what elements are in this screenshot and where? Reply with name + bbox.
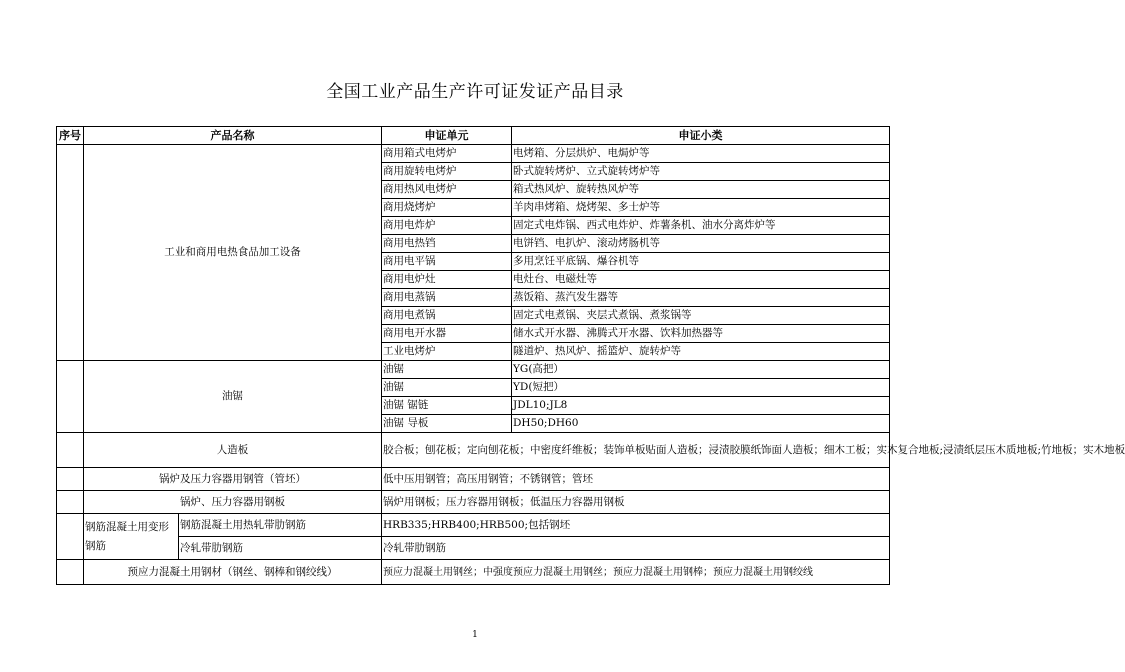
product-name: 工业和商用电热食品加工设备 — [84, 145, 382, 361]
header-product: 产品名称 — [84, 127, 382, 145]
subclass-cell: 卧式旋转烤炉、立式旋转烤炉等 — [512, 163, 890, 181]
unit-cell: 冷轧带肋钢筋 — [179, 537, 382, 560]
row-number — [57, 361, 84, 433]
unit-cell: 油锯 锯链 — [382, 397, 512, 415]
unit-cell: 商用电蒸锅 — [382, 289, 512, 307]
row-number — [57, 145, 84, 361]
unit-cell: 商用电平锅 — [382, 253, 512, 271]
subclass-cell: 电饼铛、电扒炉、滚动烤肠机等 — [512, 235, 890, 253]
subclass-cell: 锅炉用钢板；压力容器用钢板；低温压力容器用钢板 — [382, 491, 890, 514]
subclass-cell: YG(高把） — [512, 361, 890, 379]
row-number — [57, 514, 84, 560]
unit-cell: 商用烧烤炉 — [382, 199, 512, 217]
subclass-cell: 电灶台、电磁灶等 — [512, 271, 890, 289]
subclass-cell: 固定式电炸锅、西式电炸炉、炸薯条机、油水分离炸炉等 — [512, 217, 890, 235]
table-row — [57, 514, 890, 537]
row-number — [57, 491, 84, 514]
subclass-cell: 隧道炉、热风炉、摇篮炉、旋转炉等 — [512, 343, 890, 361]
row-number — [57, 468, 84, 491]
table-row — [57, 145, 890, 163]
unit-cell: 钢筋混凝土用热轧带肋钢筋 — [179, 514, 382, 537]
subclass-cell: 冷轧带肋钢筋 — [382, 537, 890, 560]
table-row — [57, 433, 890, 468]
subclass-cell: 羊肉串烤箱、烧烤架、多士炉等 — [512, 199, 890, 217]
subclass-cell: YD(短把） — [512, 379, 890, 397]
unit-cell: 商用电开水器 — [382, 325, 512, 343]
unit-cell: 油锯 — [382, 361, 512, 379]
product-name: 预应力混凝土用钢材（钢丝、钢棒和钢绞线） — [84, 560, 382, 585]
subclass-cell: 多用烹饪平底锅、爆谷机等 — [512, 253, 890, 271]
unit-cell: 商用电炉灶 — [382, 271, 512, 289]
unit-cell: 工业电烤炉 — [382, 343, 512, 361]
page-title: 全国工业产品生产许可证发证产品目录 — [326, 82, 624, 102]
subclass-cell: HRB335;HRB400;HRB500;包括钢坯 — [382, 514, 890, 537]
subclass-cell: 蒸饭箱、蒸汽发生器等 — [512, 289, 890, 307]
page-number: 1 — [472, 630, 478, 640]
subclass-cell: 低中压用钢管；高压用钢管；不锈钢管；管坯 — [382, 468, 890, 491]
subclass-cell: 胶合板；刨花板；定向刨花板；中密度纤维板；装饰单板贴面人造板；浸渍胶膜纸饰面人造板；细木工板；实木复合地板;浸渍纸层压木质地板;竹地板；实木地板 — [382, 433, 890, 468]
subclass-cell: JDL10;JL8 — [512, 397, 890, 415]
header-unit: 申证单元 — [382, 127, 512, 145]
header-subclass: 申证小类 — [512, 127, 890, 145]
table-row — [57, 560, 890, 585]
product-catalog-table — [56, 126, 1125, 585]
product-name: 锅炉、压力容器用钢板 — [84, 491, 382, 514]
row-number — [57, 433, 84, 468]
product-name: 锅炉及压力容器用钢管（管坯） — [84, 468, 382, 491]
unit-cell: 油锯 导板 — [382, 415, 512, 433]
unit-cell: 商用电煮锅 — [382, 307, 512, 325]
unit-cell: 商用电热铛 — [382, 235, 512, 253]
subclass-cell: 储水式开水器、沸腾式开水器、饮料加热器等 — [512, 325, 890, 343]
unit-cell: 商用热风电烤炉 — [382, 181, 512, 199]
header-no: 序号 — [57, 127, 84, 145]
unit-cell: 商用电炸炉 — [382, 217, 512, 235]
product-name: 钢筋混凝土用变形钢筋 — [84, 514, 179, 560]
table-row — [57, 491, 890, 514]
unit-cell: 商用箱式电烤炉 — [382, 145, 512, 163]
unit-cell: 油锯 — [382, 379, 512, 397]
product-name: 油锯 — [84, 361, 382, 433]
subclass-cell: 固定式电煮锅、夹层式煮锅、煮浆锅等 — [512, 307, 890, 325]
table-row — [57, 468, 890, 491]
unit-cell: 商用旋转电烤炉 — [382, 163, 512, 181]
subclass-cell: 预应力混凝土用钢丝；中强度预应力混凝土用钢丝；预应力混凝土用钢棒；预应力混凝土用钢绞线 — [382, 560, 890, 585]
table-row — [57, 361, 890, 379]
row-number — [57, 560, 84, 585]
subclass-cell: 电烤箱、分层烘炉、电焗炉等 — [512, 145, 890, 163]
header-row — [57, 127, 890, 145]
table-row — [57, 537, 890, 560]
product-name: 人造板 — [84, 433, 382, 468]
subclass-cell: DH50;DH60 — [512, 415, 890, 433]
subclass-cell: 箱式热风炉、旋转热风炉等 — [512, 181, 890, 199]
